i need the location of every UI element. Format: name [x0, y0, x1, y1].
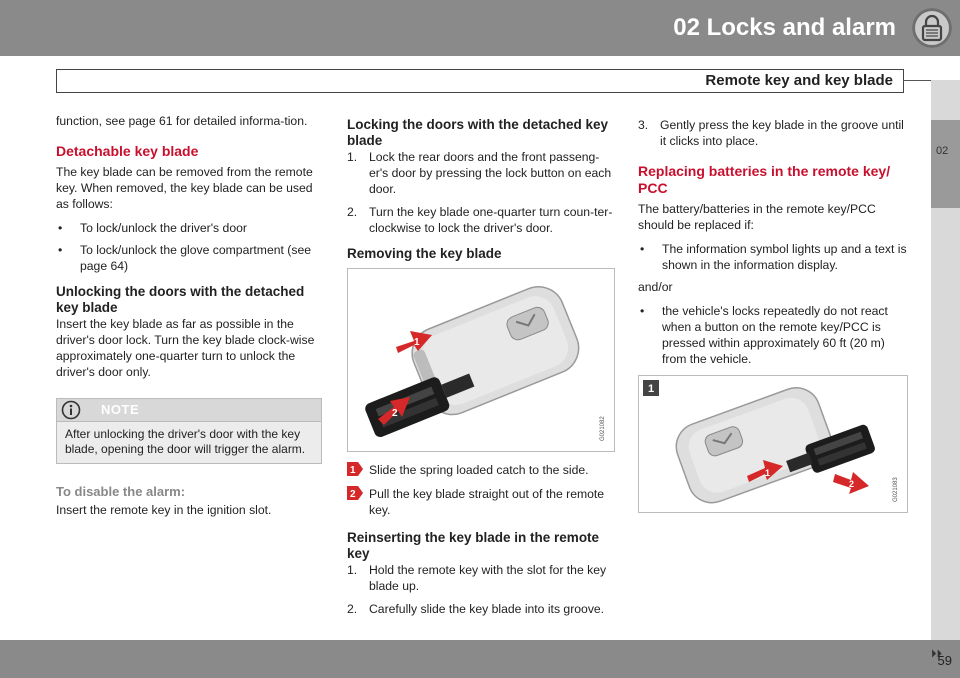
column-3	[638, 113, 908, 513]
svg-text:1: 1	[765, 468, 771, 478]
callout-item: 1 Slide the spring loaded catch to the side.	[347, 462, 615, 480]
chapter-tab[interactable]	[931, 120, 960, 208]
list-item: 1. Lock the rear doors and the front passeng-er's door by pressing the lock button on each door.	[347, 150, 612, 196]
column-2	[347, 113, 615, 624]
unlocking-heading: Unlocking the doors with the detached key blade	[56, 284, 305, 315]
svg-text:1: 1	[414, 337, 420, 348]
locking-heading: Locking the doors with the detached key blade	[347, 117, 609, 148]
detachable-text: The key blade can be removed from the remote key. When removed, the key blade can be used as follows:	[56, 165, 313, 211]
chapter-tab-label: 02	[936, 145, 949, 157]
section-title: Remote key and key blade	[705, 72, 893, 89]
list-item: • The information symbol lights up and a text is shown in the information display.	[640, 242, 907, 272]
info-icon	[61, 400, 81, 420]
note-box	[56, 398, 322, 464]
chapter-title: 02 Locks and alarm	[673, 14, 896, 41]
svg-text:1: 1	[350, 465, 356, 476]
battery-text: The battery/batteries in the remote key/PCC should be replaced if:	[638, 202, 876, 232]
page-number: 59	[937, 653, 952, 668]
list-item: • To lock/unlock the driver's door	[58, 221, 247, 235]
svg-text:2: 2	[350, 489, 356, 500]
figure-code: G021082	[600, 416, 606, 441]
callout-2-icon	[347, 486, 363, 500]
unlocking-text: Insert the key blade as far as possible in the driver's door lock. Turn the key blade clock-wise approximately one-quarter turn to unlock the driver's door only.	[56, 317, 315, 379]
reinserting-heading: Reinserting the key blade in the remote key	[347, 530, 600, 561]
and-or-text: and/or	[638, 280, 673, 294]
detachable-heading: Detachable key blade	[56, 143, 199, 159]
intro-text: function, see page 61 for detailed informa-tion.	[56, 114, 308, 128]
svg-text:2: 2	[392, 408, 398, 419]
note-text: After unlocking the driver's door with the key blade, opening the door will trigger the alarm.	[65, 427, 306, 456]
list-item: 3. Gently press the key blade in the groove until it clicks into place.	[638, 118, 904, 148]
svg-text:2: 2	[849, 479, 855, 489]
key-blade-removal-figure	[347, 268, 615, 452]
footer-bar	[0, 640, 960, 678]
disable-alarm-text: Insert the remote key in the ignition slot.	[56, 503, 272, 517]
section-title-bar	[56, 69, 904, 93]
key-blade-insert-figure	[638, 375, 908, 513]
lock-icon	[912, 8, 952, 48]
list-item: 2. Carefully slide the key blade into its groove.	[347, 602, 605, 616]
list-item: • To lock/unlock the glove compartment (see page 64)	[58, 243, 311, 273]
list-item: • the vehicle's locks repeatedly do not react when a button on the remote key/PCC is pressed within approximately 60 ft (20 m) from the vehicle.	[640, 304, 888, 366]
note-label: NOTE	[101, 402, 140, 417]
next-page-arrows[interactable]: ⏵⏵	[931, 648, 942, 660]
list-item: 2. Turn the key blade one-quarter turn coun-ter-clockwise to lock the driver's door.	[347, 205, 613, 235]
disable-alarm-heading: To disable the alarm:	[56, 484, 186, 499]
figure-label: 1	[648, 383, 655, 395]
figure-code: G021083	[893, 477, 899, 502]
divider	[903, 80, 931, 81]
column-1	[56, 113, 322, 526]
battery-heading: Replacing batteries in the remote key/ PCC	[638, 163, 891, 196]
removing-heading: Removing the key blade	[347, 246, 502, 261]
callout-item: 2 Pull the key blade straight out of the remote key.	[347, 486, 615, 518]
callout-1-icon	[347, 462, 363, 476]
list-item: 1. Hold the remote key with the slot for the key blade up.	[347, 563, 607, 593]
note-header	[57, 399, 321, 422]
